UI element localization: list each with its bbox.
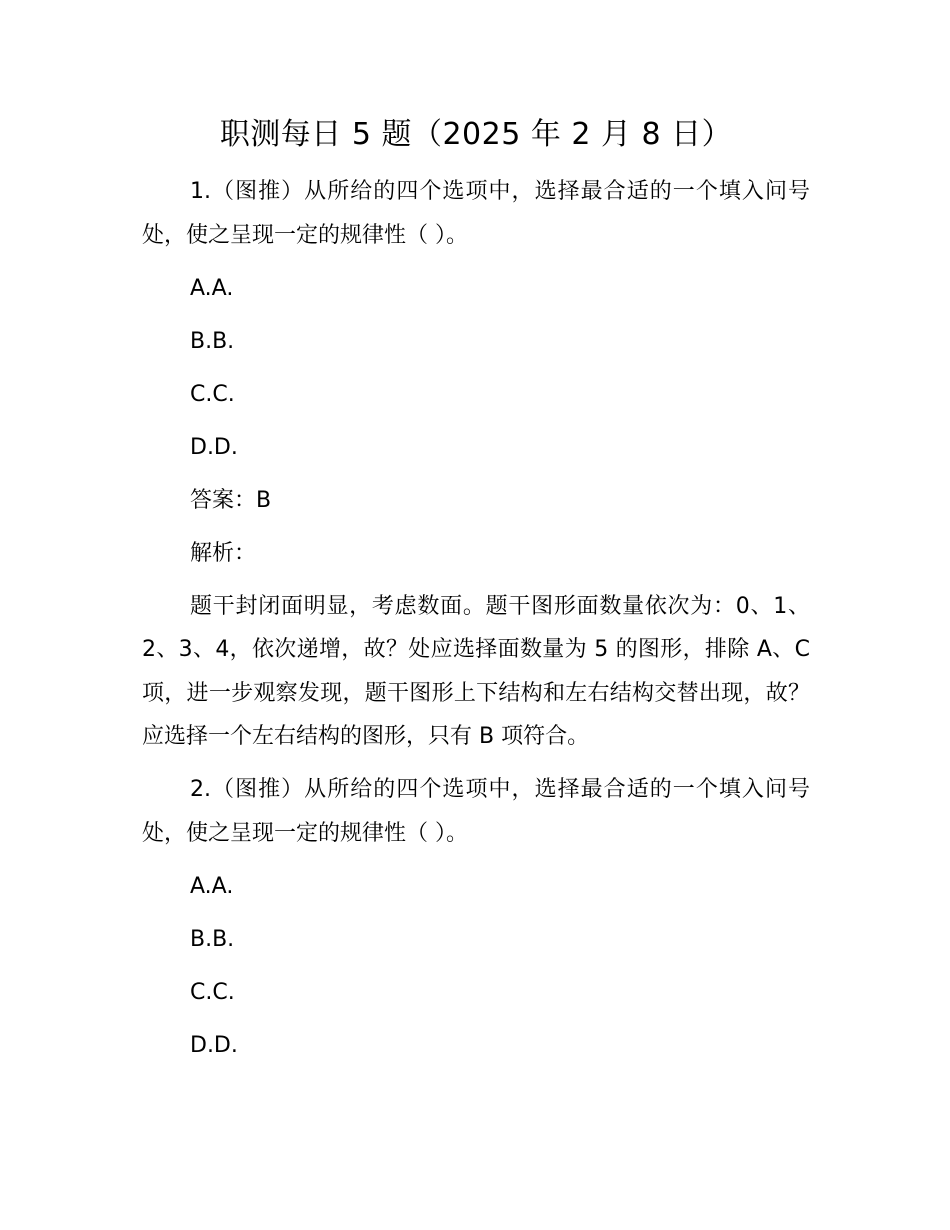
question-stem: 2.（图推）从所给的四个选项中，选择最合适的一个填入问号处，使之呈现一定的规律性（ ）。 (142, 777, 810, 846)
question-1 (142, 170, 810, 759)
question-stem: 1.（图推）从所给的四个选项中，选择最合适的一个填入问号处，使之呈现一定的规律性（ ）。 (142, 179, 810, 248)
analysis-text: 题干封闭面明显，考虑数面。题干图形面数量依次为：0、1、2、3、4，依次递增，故？处应选择面数量为 5 的图形，排除 A、C 项，进一步观察发现，题干图形上下结构和左右结构交替出现，故？应选择一个左右结构的图形，只有 B 项符合。 (142, 593, 810, 749)
option-b: B.B. (190, 328, 235, 354)
option-a: A.A. (190, 873, 234, 899)
option-d: D.D. (190, 1032, 238, 1058)
question-2 (142, 768, 810, 1067)
option-c: C.C. (190, 979, 235, 1005)
option-c: C.C. (190, 381, 235, 407)
option-a: A.A. (190, 275, 234, 301)
option-b: B.B. (190, 926, 235, 952)
answer: 答案：B (190, 487, 272, 513)
document-content (142, 170, 810, 1077)
document-title: 职测每日 5 题（2025 年 2 月 8 日） (219, 117, 733, 152)
option-d: D.D. (190, 434, 238, 460)
analysis-label: 解析： (190, 540, 257, 566)
